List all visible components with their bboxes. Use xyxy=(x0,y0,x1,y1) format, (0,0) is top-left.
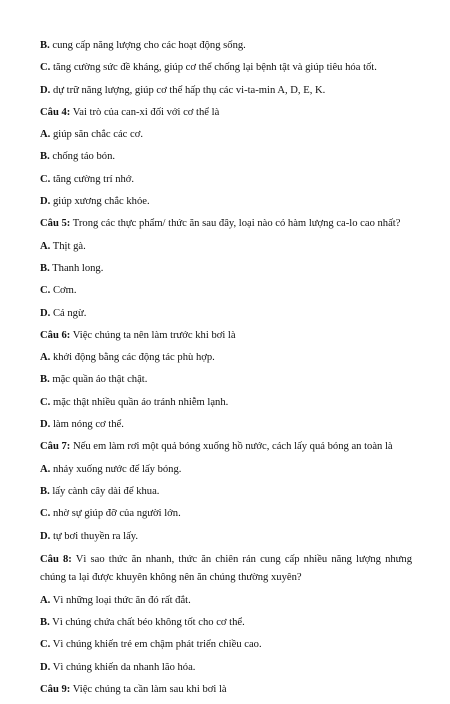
option-text: giúp xương chắc khỏe. xyxy=(50,196,150,208)
option-text: Thanh long. xyxy=(49,262,104,274)
answer-option xyxy=(40,239,412,261)
option-letter: C. xyxy=(40,508,51,520)
option-letter: B. xyxy=(40,262,50,274)
answer-option xyxy=(40,395,412,417)
option-letter: C. xyxy=(40,639,51,651)
option-text: cung cấp năng lượng cho các hoạt động sống. xyxy=(49,40,246,51)
option-letter: C. xyxy=(40,62,51,74)
question-line xyxy=(40,216,412,238)
question-text: Nếu em làm rơi một quả bóng xuống hồ nước, cách lấy quả bóng an toàn là xyxy=(70,441,393,453)
answer-option xyxy=(40,529,412,551)
answer-option xyxy=(40,372,412,394)
question-number: Câu 5: xyxy=(40,218,71,230)
option-text: nhảy xuống nước để lấy bóng. xyxy=(50,463,182,475)
option-letter: B. xyxy=(40,617,50,629)
option-letter: A. xyxy=(40,240,51,252)
option-text: Vì chúng khiến trẻ em chậm phát triển chiều cao. xyxy=(50,639,262,651)
question-text: Việc chúng ta nên làm trước khi bơi là xyxy=(70,329,236,341)
answer-option xyxy=(40,38,412,60)
option-letter: D. xyxy=(40,84,51,96)
question-line xyxy=(40,328,412,350)
answer-option xyxy=(40,261,412,283)
answer-option xyxy=(40,283,412,305)
answer-option xyxy=(40,60,412,82)
option-text: dự trữ năng lượng, giúp cơ thể hấp thụ các vi-ta-min A, D, E, K. xyxy=(50,84,326,96)
option-text: chống táo bón. xyxy=(49,151,116,163)
option-letter: D. xyxy=(40,661,51,673)
option-text: tự bơi thuyền ra lấy. xyxy=(50,530,139,542)
question-number: Câu 4: xyxy=(40,106,71,118)
option-letter: A. xyxy=(40,594,51,606)
option-letter: C. xyxy=(40,285,51,297)
option-text: Vì chúng chứa chất béo không tốt cho cơ thể. xyxy=(49,617,245,629)
answer-option xyxy=(40,149,412,171)
option-letter: B. xyxy=(40,151,50,163)
option-text: Cá ngừ. xyxy=(50,307,87,319)
option-text: làm nóng cơ thể. xyxy=(50,419,124,431)
option-letter: D. xyxy=(40,196,51,208)
option-text: giúp săn chắc các cơ. xyxy=(50,129,143,141)
answer-option xyxy=(40,506,412,528)
question-line xyxy=(40,551,412,587)
option-letter: D. xyxy=(40,307,51,319)
option-text: Thịt gà. xyxy=(50,240,86,252)
answer-option xyxy=(40,417,412,439)
answer-option xyxy=(40,637,412,659)
answer-option xyxy=(40,194,412,216)
question-number: Câu 8: xyxy=(40,553,72,565)
answer-option xyxy=(40,462,412,484)
option-text: nhờ sự giúp đỡ của người lớn. xyxy=(50,508,181,520)
option-letter: B. xyxy=(40,40,50,51)
question-text: Trong các thực phẩm/ thức ăn sau đây, loại nào có hàm lượng ca-lo cao nhất? xyxy=(70,218,401,230)
option-text: tăng cường sức đề kháng, giúp cơ thể chống lại bệnh tật và giúp tiêu hóa tốt. xyxy=(50,62,377,74)
option-letter: B. xyxy=(40,485,50,497)
option-text: Cơm. xyxy=(50,285,77,297)
option-text: mặc quần áo thật chật. xyxy=(49,374,148,386)
option-text: lấy cành cây dài để khua. xyxy=(49,485,160,497)
answer-option xyxy=(40,615,412,637)
answer-option xyxy=(40,306,412,328)
option-letter: C. xyxy=(40,396,51,408)
option-text: tăng cường trí nhớ. xyxy=(50,173,135,185)
answer-option xyxy=(40,593,412,615)
option-letter: B. xyxy=(40,374,50,386)
question-line xyxy=(40,439,412,461)
answer-option xyxy=(40,484,412,506)
answer-option xyxy=(40,660,412,682)
question-text: Việc chúng ta cần làm sau khi bơi là xyxy=(70,684,227,696)
answer-option xyxy=(40,350,412,372)
question-number: Câu 7: xyxy=(40,441,71,453)
option-letter: C. xyxy=(40,173,51,185)
option-text: khởi động bằng các động tác phù hợp. xyxy=(50,352,215,364)
question-text: Vì sao thức ăn nhanh, thức ăn chiên rán cung cấp nhiều năng lượng nhưng chúng ta lại được khuyên không nên ăn chúng thường xuyên? xyxy=(40,553,413,583)
option-letter: D. xyxy=(40,419,51,431)
option-text: Vì những loại thức ăn đó rất đắt. xyxy=(50,594,191,606)
question-line xyxy=(40,682,412,704)
answer-option xyxy=(40,83,412,105)
question-number: Câu 9: xyxy=(40,684,71,696)
option-letter: A. xyxy=(40,352,51,364)
answer-option xyxy=(40,127,412,149)
option-letter: D. xyxy=(40,530,51,542)
option-letter: A. xyxy=(40,463,51,475)
option-text: mặc thật nhiều quần áo tránh nhiễm lạnh. xyxy=(50,396,229,408)
option-letter: A. xyxy=(40,129,51,141)
question-number: Câu 6: xyxy=(40,329,71,341)
answer-option xyxy=(40,172,412,194)
option-text: Vì chúng khiến da nhanh lão hóa. xyxy=(50,661,196,673)
question-line xyxy=(40,105,412,127)
question-text: Vai trò của can-xi đối với cơ thể là xyxy=(70,106,220,118)
